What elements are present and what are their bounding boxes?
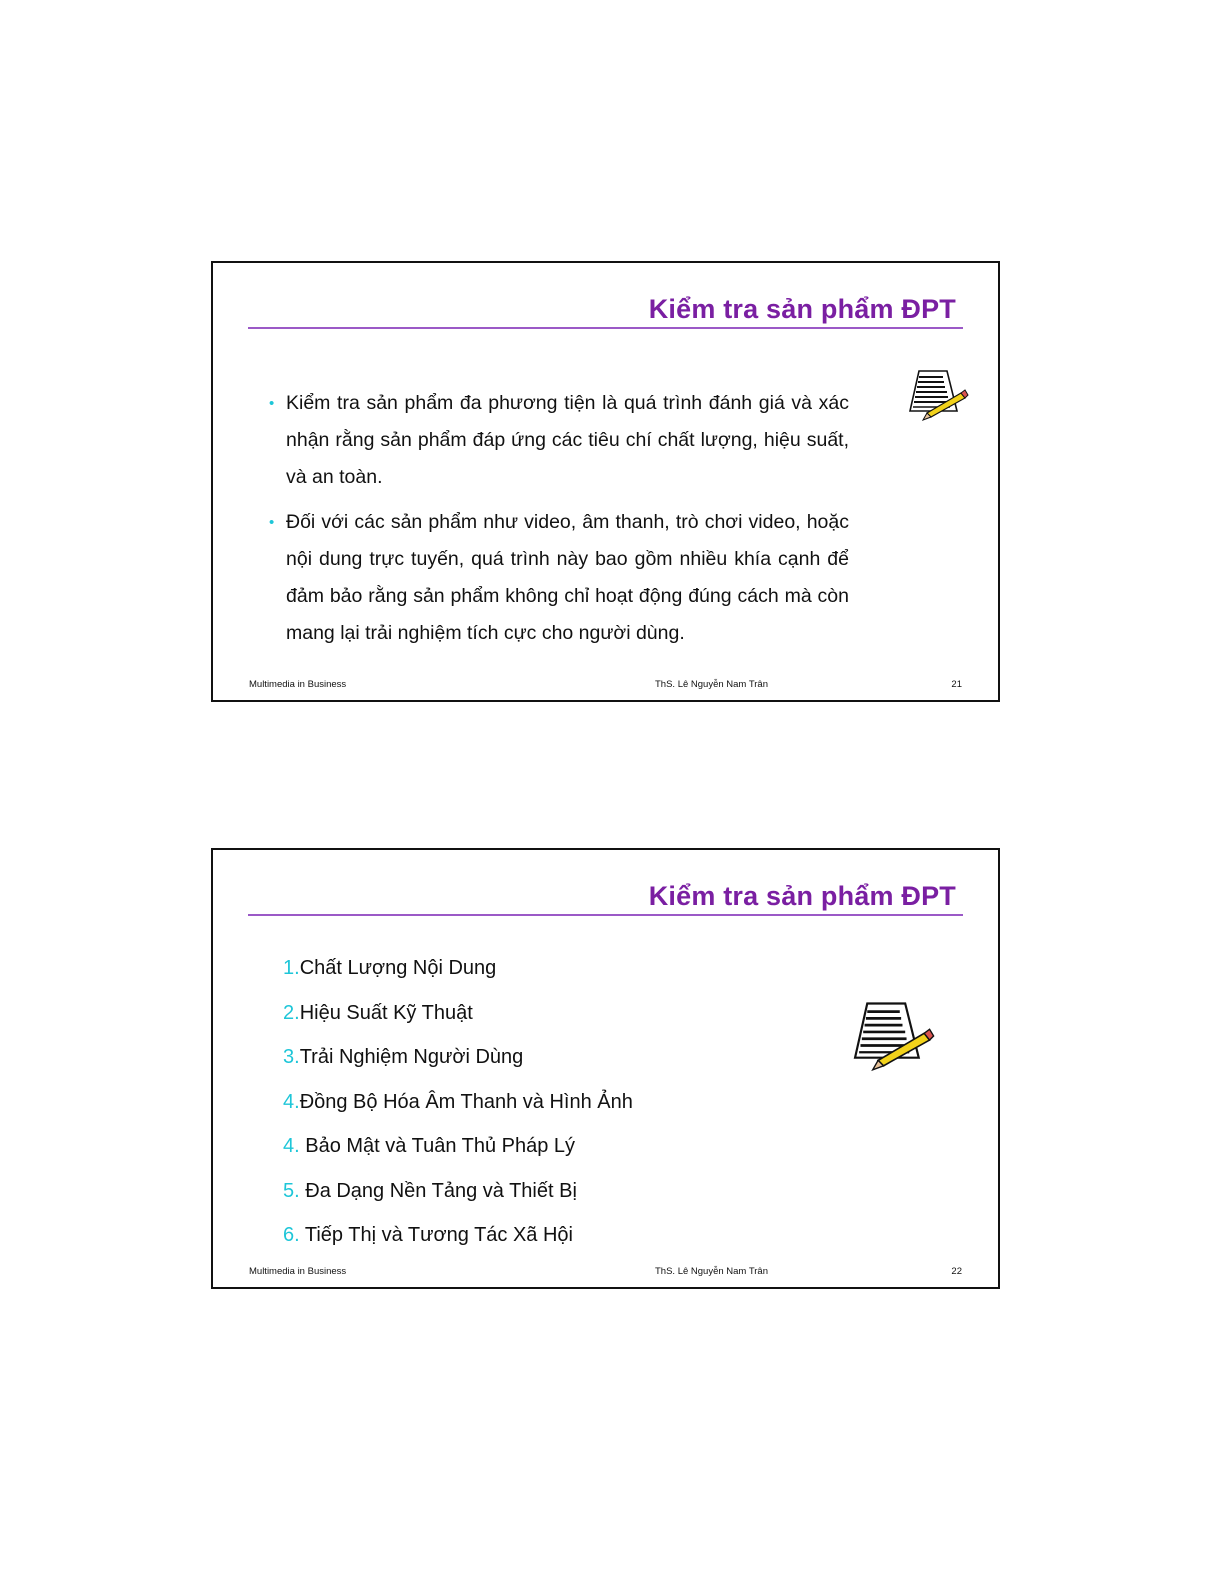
footer-course: Multimedia in Business	[249, 679, 347, 690]
footer-author: ThS. Lê Nguyễn Nam Trân	[655, 1266, 768, 1277]
numbered-list	[283, 954, 633, 1266]
footer-page-number: 22	[951, 1266, 962, 1277]
bullet-list	[269, 385, 849, 660]
list-text: Chất Lượng Nội Dung	[299, 957, 497, 979]
list-text: Trải Nghiệm Người Dùng	[299, 1046, 524, 1068]
list-text: Bảo Mật và Tuân Thủ Pháp Lý	[299, 1135, 576, 1157]
list-item	[283, 1043, 633, 1088]
list-item	[283, 999, 633, 1044]
bullet-marker: •	[269, 395, 275, 412]
title-divider	[248, 327, 963, 329]
slide-title: Kiểm tra sản phẩm ĐPT	[648, 881, 956, 911]
list-item	[283, 1132, 633, 1177]
slide-title: Kiểm tra sản phẩm ĐPT	[648, 294, 956, 324]
checklist-pencil-icon	[851, 998, 935, 1074]
title-divider	[248, 914, 963, 916]
list-number: 4.	[283, 1135, 300, 1157]
list-number: 1.	[283, 957, 300, 979]
footer-page-number: 21	[951, 679, 962, 690]
bullet-item	[269, 385, 849, 496]
bullet-text: Kiểm tra sản phẩm đa phương tiện là quá trình đánh giá và xác nhận rằng sản phẩm đáp ứng các tiêu chí chất lượng, hiệu suất, và an toàn.	[286, 392, 849, 488]
list-number: 2.	[283, 1001, 300, 1024]
list-text: Tiếp Thị và Tương Tác Xã Hội	[299, 1224, 573, 1246]
list-text: Đồng Bộ Hóa Âm Thanh và Hình Ảnh	[299, 1090, 633, 1113]
bullet-marker: •	[269, 514, 275, 531]
list-item	[283, 954, 633, 999]
slide-22	[211, 848, 1000, 1289]
list-item	[283, 1088, 633, 1133]
list-item	[283, 1177, 633, 1222]
list-number: 6.	[283, 1224, 300, 1246]
list-text: Đa Dạng Nền Tảng và Thiết Bị	[299, 1179, 577, 1202]
list-number: 3.	[283, 1046, 300, 1068]
checklist-pencil-icon	[907, 367, 969, 423]
bullet-text: Đối với các sản phẩm như video, âm thanh, trò chơi video, hoặc nội dung trực tuyến, quá trình này bao gồm nhiều khía cạnh để đảm bảo rằng sản phẩm không chỉ hoạt động đúng cách mà còn mang lại trải nghiệm tích cực cho người dùng.	[286, 511, 849, 644]
bullet-item	[269, 504, 849, 652]
list-number: 4.	[283, 1090, 300, 1113]
footer-author: ThS. Lê Nguyễn Nam Trân	[655, 679, 768, 690]
slide-21	[211, 261, 1000, 702]
list-item	[283, 1221, 633, 1266]
list-text: Hiệu Suất Kỹ Thuật	[299, 1001, 473, 1024]
list-number: 5.	[283, 1179, 300, 1202]
footer-course: Multimedia in Business	[249, 1266, 347, 1277]
